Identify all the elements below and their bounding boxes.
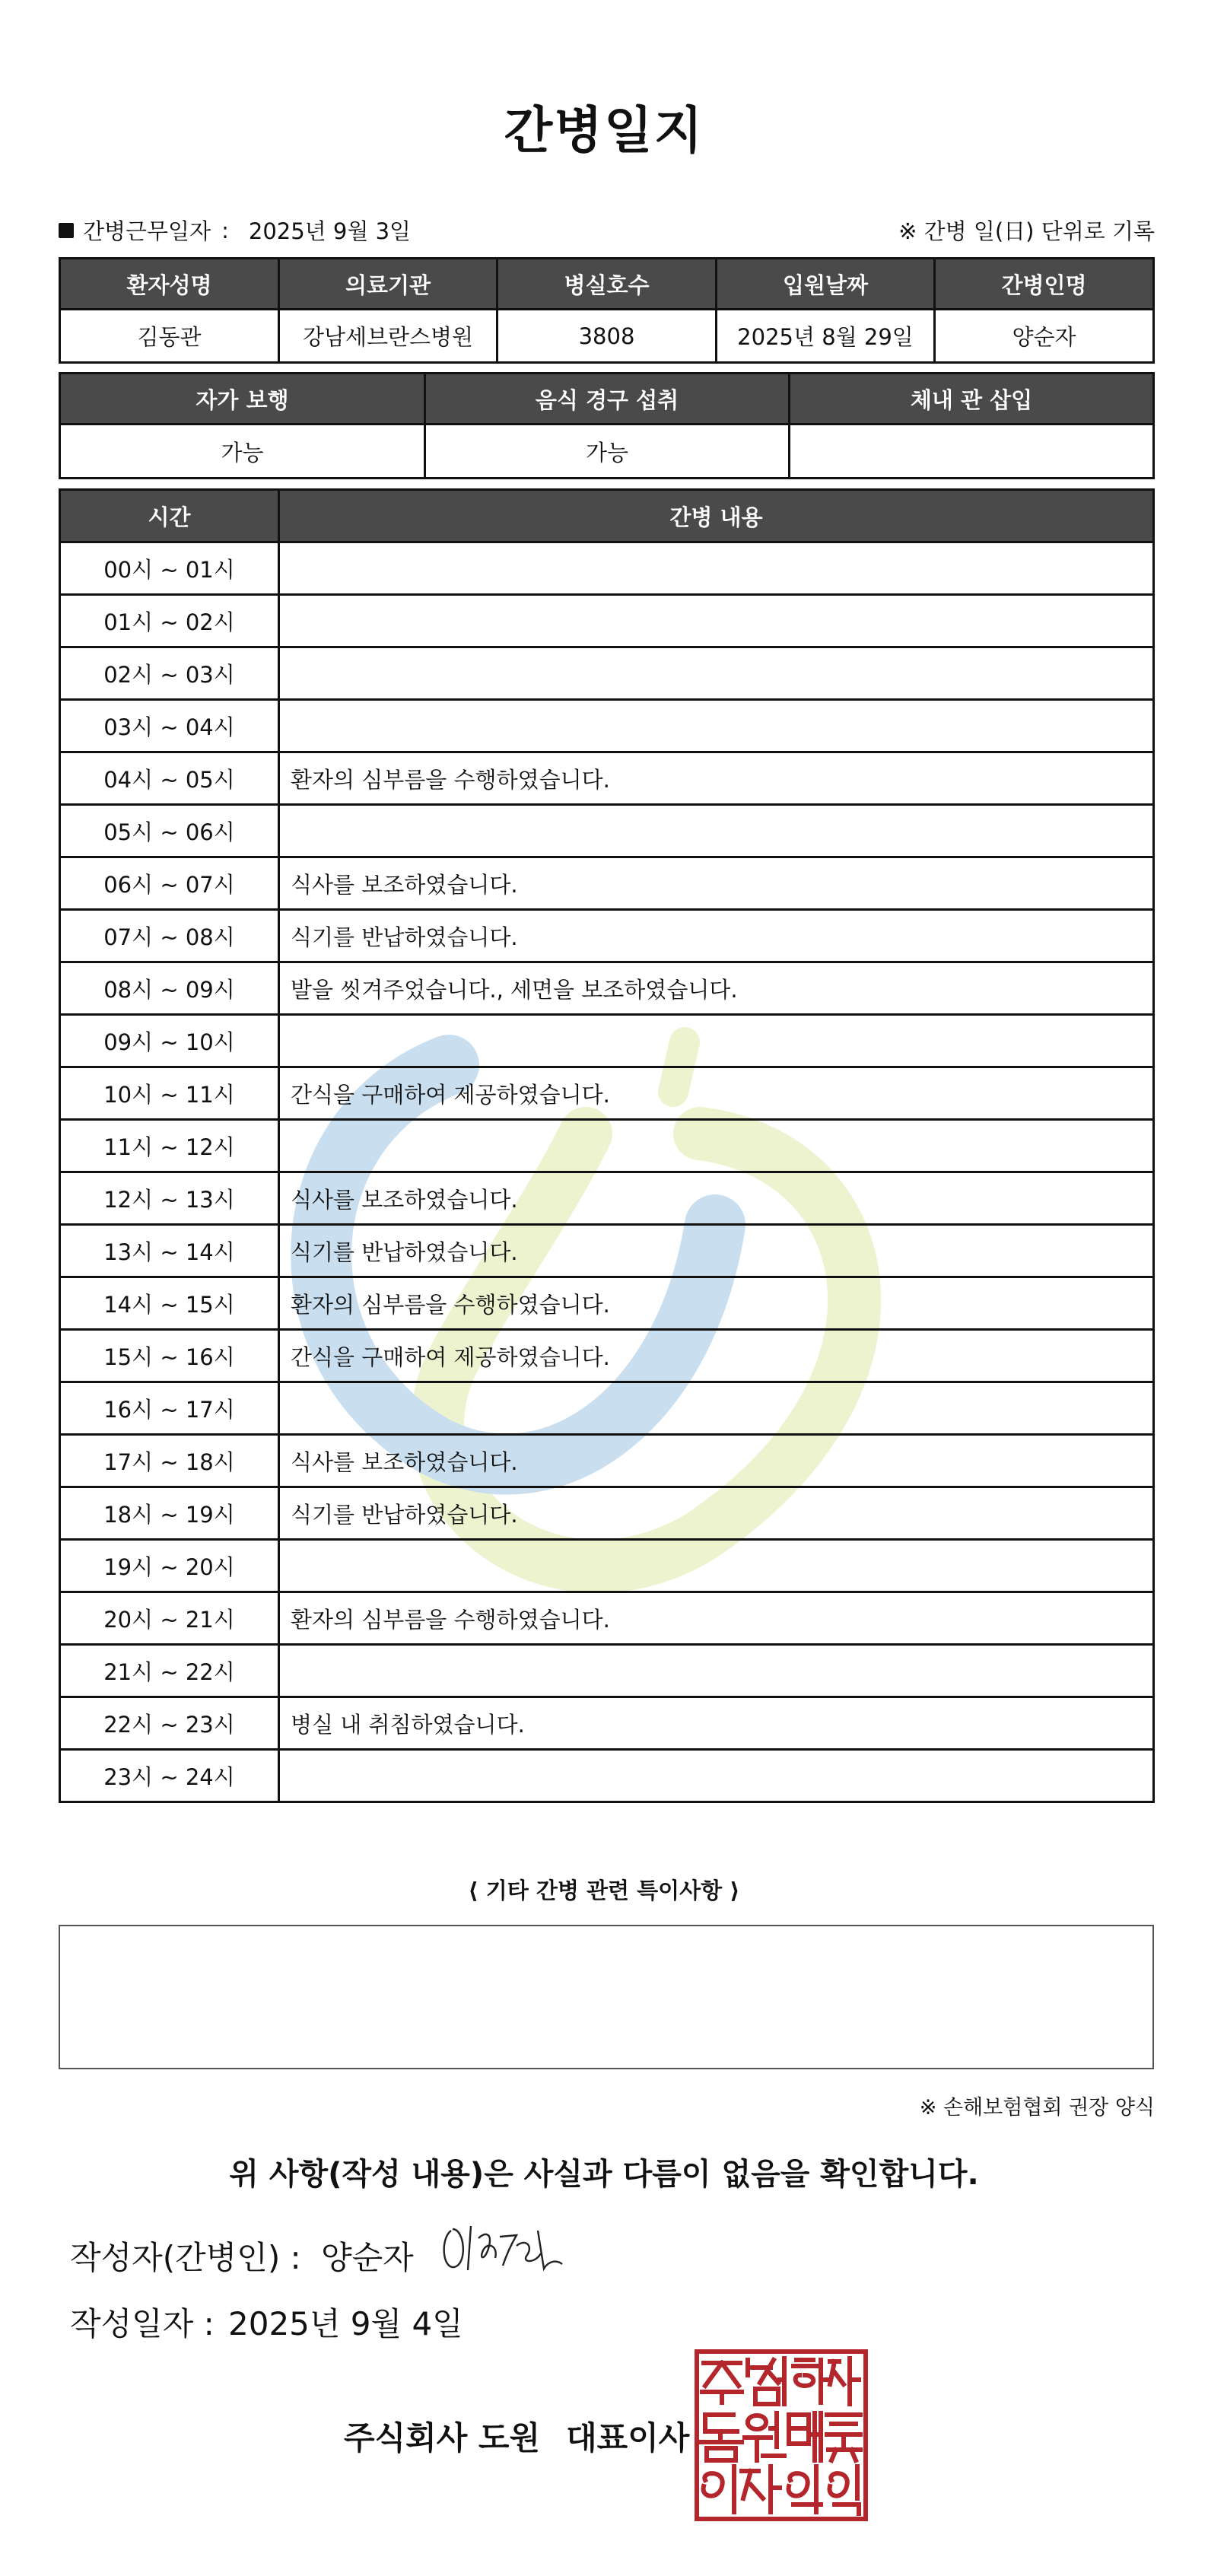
table-row [60,1645,1154,1697]
company-name: 주식회사 도원 [344,2419,541,2457]
table-row [60,595,1154,647]
work-date-row [59,215,411,246]
log-time-cell: 15시 ~ 16시 [60,1330,279,1382]
table-row [60,1435,1154,1487]
bullet-square-icon [59,223,74,238]
patient-name: 김동관 [60,310,279,363]
table-row [60,1750,1154,1802]
log-content-cell [279,595,1154,647]
header-oral-intake: 음식 경구 섭취 [425,374,790,425]
header-admission-date: 입원날짜 [717,259,935,310]
log-content-cell: 환자의 심부름을 수행하였습니다. [279,752,1154,805]
log-time-cell: 16시 ~ 17시 [60,1382,279,1435]
log-content-cell: 간식을 구매하여 제공하였습니다. [279,1067,1154,1120]
log-content-cell [279,1382,1154,1435]
table-row [60,1540,1154,1592]
room-number: 3808 [498,310,717,363]
header-room-number: 병실호수 [498,259,717,310]
log-content-cell [279,647,1154,700]
table-row [60,805,1154,857]
log-time-cell: 10시 ~ 11시 [60,1067,279,1120]
writer-label: 작성자(간병인) : [70,2239,301,2276]
table-row [60,1067,1154,1120]
log-content-cell [279,1645,1154,1697]
log-header-row [60,490,1154,542]
log-time-cell: 09시 ~ 10시 [60,1015,279,1067]
log-time-cell: 05시 ~ 06시 [60,805,279,857]
work-date-value: 2025년 9월 3일 [248,218,412,244]
log-content-cell [279,1120,1154,1172]
patient-header-row [60,259,1154,310]
table-row [60,700,1154,752]
table-row [60,962,1154,1015]
self-walking-value: 가능 [60,425,425,479]
patient-info-table [59,257,1155,364]
daily-record-note: ※ 간병 일(日) 단위로 기록 [898,218,1155,244]
log-content-cell: 식사를 보조하였습니다. [279,857,1154,910]
confirmation-statement: 위 사항(작성 내용)은 사실과 다름이 없음을 확인합니다. [229,2157,979,2192]
log-content-cell: 식기를 반납하였습니다. [279,1225,1154,1277]
log-content-cell [279,700,1154,752]
table-row [60,1225,1154,1277]
log-content-cell: 환자의 심부름을 수행하였습니다. [279,1592,1154,1645]
company-line [344,2413,689,2459]
table-row [60,1277,1154,1330]
patient-value-row [60,310,1154,363]
table-row [60,1382,1154,1435]
company-seal-stamp [695,2349,868,2521]
status-value-row [60,425,1154,479]
log-content-cell [279,1750,1154,1802]
log-content-cell: 간식을 구매하여 제공하였습니다. [279,1330,1154,1382]
written-date-value: 2025년 9월 4일 [228,2305,463,2342]
log-time-cell: 06시 ~ 07시 [60,857,279,910]
log-content-cell [279,1015,1154,1067]
table-row [60,1592,1154,1645]
header-patient-name: 환자성명 [60,259,279,310]
log-content-cell [279,542,1154,595]
oral-intake-value: 가능 [425,425,790,479]
log-time-cell: 19시 ~ 20시 [60,1540,279,1592]
log-time-cell: 04시 ~ 05시 [60,752,279,805]
log-content-cell: 식기를 반납하였습니다. [279,1487,1154,1540]
header-care-content: 간병 내용 [279,490,1154,542]
table-row [60,1330,1154,1382]
status-header-row [60,374,1154,425]
log-time-cell: 11시 ~ 12시 [60,1120,279,1172]
log-time-cell: 22시 ~ 23시 [60,1697,279,1750]
log-content-cell: 식사를 보조하였습니다. [279,1435,1154,1487]
writer-name: 양순자 [321,2239,414,2276]
log-time-cell: 17시 ~ 18시 [60,1435,279,1487]
page-title: 간병일지 [504,101,704,160]
institution-name: 강남세브란스병원 [279,310,498,363]
patient-status-table [59,372,1155,479]
log-content-cell [279,1540,1154,1592]
table-row [60,752,1154,805]
log-time-cell: 23시 ~ 24시 [60,1750,279,1802]
work-date-separator: : [221,217,229,243]
log-time-cell: 07시 ~ 08시 [60,910,279,962]
representative-title: 대표이사 [566,2419,690,2457]
log-content-cell: 발을 씻겨주었습니다., 세면을 보조하였습니다. [279,962,1154,1015]
table-row [60,1697,1154,1750]
tube-insertion-value [790,425,1154,479]
log-time-cell: 12시 ~ 13시 [60,1172,279,1225]
table-row [60,1487,1154,1540]
log-time-cell: 03시 ~ 04시 [60,700,279,752]
table-row [60,647,1154,700]
admission-date: 2025년 8월 29일 [717,310,935,363]
log-content-cell: 환자의 심부름을 수행하였습니다. [279,1277,1154,1330]
log-time-cell: 20시 ~ 21시 [60,1592,279,1645]
caregiver-name: 양순자 [935,310,1154,363]
table-row [60,1015,1154,1067]
special-notes-title: ⟨ 기타 간병 관련 특이사항 ⟩ [468,1878,740,1903]
log-time-cell: 14시 ~ 15시 [60,1277,279,1330]
handwritten-signature [437,2215,567,2284]
log-body [60,542,1154,1802]
work-date-label: 간병근무일자 [83,218,211,244]
log-time-cell: 01시 ~ 02시 [60,595,279,647]
log-content-cell: 식기를 반납하였습니다. [279,910,1154,962]
written-date-row [70,2299,463,2345]
log-time-cell: 21시 ~ 22시 [60,1645,279,1697]
header-caregiver-name: 간병인명 [935,259,1154,310]
table-row [60,542,1154,595]
log-content-cell: 병실 내 취침하였습니다. [279,1697,1154,1750]
special-notes-box [59,1925,1154,2069]
log-time-cell: 18시 ~ 19시 [60,1487,279,1540]
table-row [60,910,1154,962]
log-time-cell: 08시 ~ 09시 [60,962,279,1015]
log-time-cell: 00시 ~ 01시 [60,542,279,595]
header-tube-insertion: 체내 관 삽입 [790,374,1154,425]
log-content-cell: 식사를 보조하였습니다. [279,1172,1154,1225]
writer-row [70,2233,414,2279]
log-time-cell: 13시 ~ 14시 [60,1225,279,1277]
hourly-care-log-table [59,488,1155,1803]
header-institution: 의료기관 [279,259,498,310]
header-self-walking: 자가 보행 [60,374,425,425]
header-time: 시간 [60,490,279,542]
log-content-cell [279,805,1154,857]
written-date-label: 작성일자 : [70,2305,215,2342]
table-row [60,1172,1154,1225]
table-row [60,1120,1154,1172]
association-note: ※ 손해보험협회 권장 양식 [919,2096,1155,2120]
table-row [60,857,1154,910]
log-time-cell: 02시 ~ 03시 [60,647,279,700]
